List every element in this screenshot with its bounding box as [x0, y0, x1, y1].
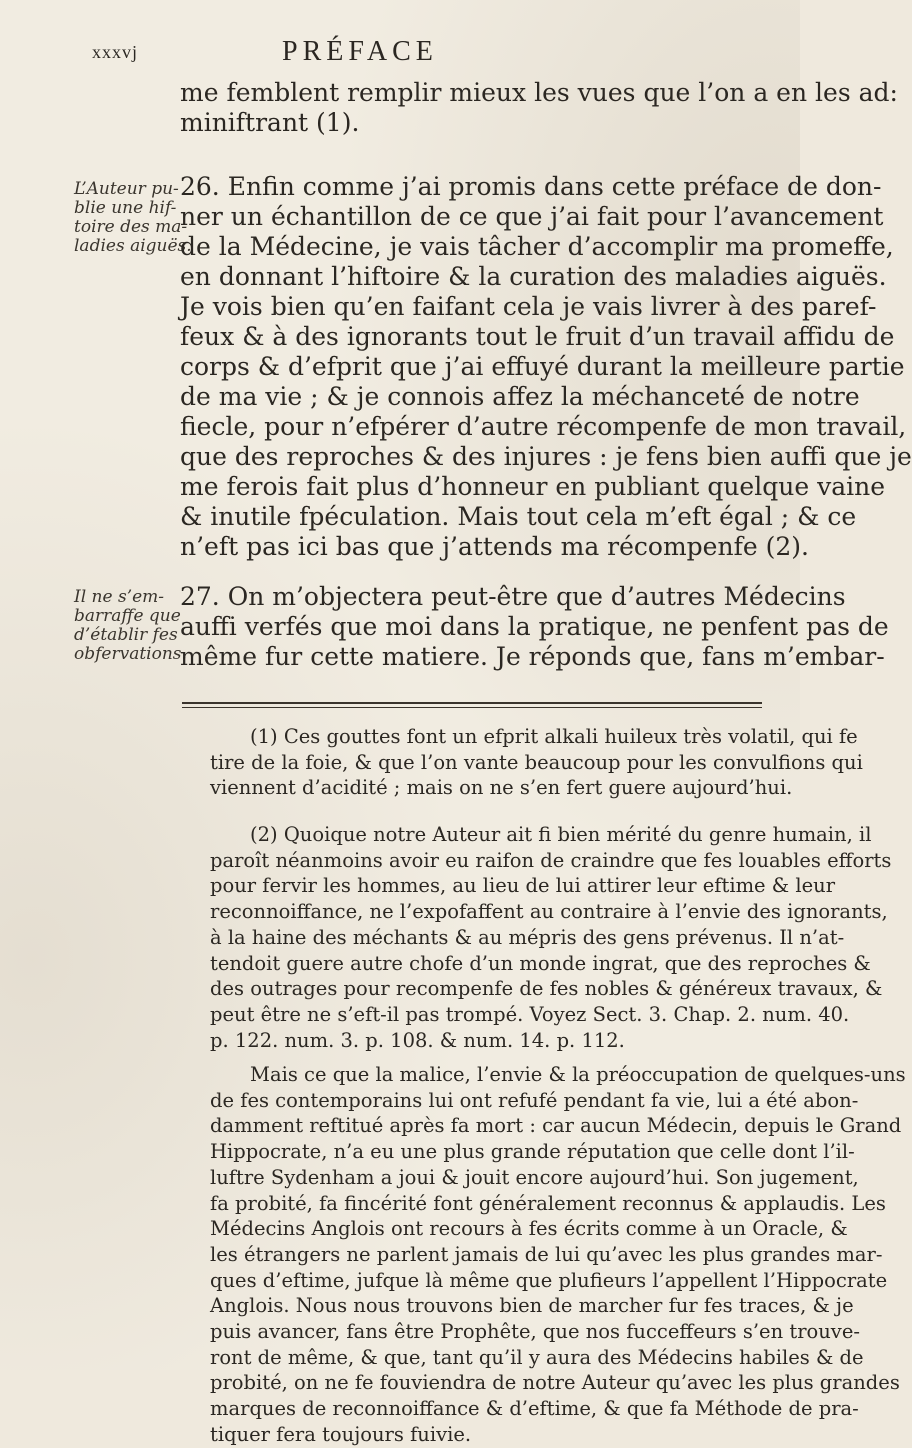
footnote-line: marques de reconnoiffance & d’eftime, & que fa Méthode de pra- — [210, 1397, 859, 1421]
paragraph-26 — [180, 172, 912, 562]
footnote-line: ques d’eftime, jufque là même que plufieurs l’appellent l’Hippocrate — [210, 1268, 888, 1292]
footnote-line: probité, on ne fe fouviendra de notre Auteur qu’avec les plus grandes — [210, 1371, 900, 1395]
running-title: PRÉFACE — [282, 36, 438, 67]
footnote-line: tire de la foie, & que l’on vante beaucoup pour les convulfions qui — [210, 750, 863, 774]
footnote-rule — [182, 702, 762, 704]
footnote-line: Hippocrate, n’a eu une plus grande réputation que celle dont l’il- — [210, 1140, 855, 1164]
text-line: miniftrant (1). — [180, 108, 360, 137]
footnote-line: paroît néanmoins avoir eu raifon de craindre que fes louables efforts — [210, 848, 892, 872]
footnote-line: tiquer fera toujours fuivie. — [210, 1422, 472, 1446]
footnote-line: Mais ce que la malice, l’envie & la préoccupation de quelques-uns — [250, 1063, 906, 1086]
footnote-line: peut être ne s’eft-il pas trompé. Voyez Sect. 3. Chap. 2. num. 40. — [210, 1002, 850, 1026]
margin-note-line: ladies aiguës. — [74, 236, 192, 256]
footnote-line: les étrangers ne parlent jamais de lui qu’avec les plus grandes mar- — [210, 1242, 883, 1266]
text-line: même fur cette matiere. Je réponds que, fans m’embar- — [180, 642, 885, 671]
margin-note-line: Il ne s’em- — [74, 587, 165, 607]
footnote-2-continued — [210, 1062, 906, 1448]
text-line: & inutile fpéculation. Mais tout cela m’eft égal ; & ce — [180, 502, 857, 531]
page-header — [92, 36, 652, 72]
text-line: fiecle, pour n’efpérer d’autre récompenfe de mon travail, — [180, 412, 907, 441]
text-line: auffi verfés que moi dans la pratique, ne penfent pas de — [180, 612, 889, 641]
text-line: de ma vie ; & je connois affez la méchanceté de notre — [180, 382, 860, 411]
text-line: n’eft pas ici bas que j’attends ma récompenfe (2). — [180, 532, 809, 561]
footnote-line: reconnoiffance, ne l’expofaffent au contraire à l’envie des ignorants, — [210, 900, 888, 924]
footnote-1 — [210, 724, 863, 801]
text-line: que des reproches & des injures : je fens bien auffi que je — [180, 442, 912, 471]
margin-note-line: L’Auteur pu- — [74, 179, 179, 199]
text-line: me ferois fait plus d’honneur en publiant quelque vaine — [180, 472, 885, 501]
text-line: ner un échantillon de ce que j’ai fait pour l’avancement — [180, 202, 884, 231]
text-line: me femblent remplir mieux les vues que l’on a en les ad: — [180, 78, 898, 107]
footnote-line: de fes contemporains lui ont refufé pendant fa vie, lui a été abon- — [210, 1088, 859, 1112]
text-line: 27. On m’objectera peut-être que d’autres Médecins — [180, 582, 846, 611]
footnote-line: p. 122. num. 3. p. 108. & num. 14. p. 112. — [210, 1028, 625, 1052]
footnote-line: des outrages pour recompenfe de fes nobles & généreux travaux, & — [210, 977, 883, 1001]
margin-note-26 — [74, 179, 192, 256]
footnote-line: puis avancer, fans être Prophête, que nos fucceffeurs s’en trouve- — [210, 1320, 860, 1344]
text-line: 26. Enfin comme j’ai promis dans cette préface de don- — [180, 172, 882, 201]
margin-note-line: blie une hif- — [74, 198, 177, 218]
text-line: Je vois bien qu’en faifant cela je vais livrer à des paref- — [180, 292, 877, 321]
text-line: de la Médecine, je vais tâcher d’accomplir ma promeffe, — [180, 232, 894, 261]
footnote-line: luftre Sydenham a joui & jouit encore aujourd’hui. Son jugement, — [210, 1165, 859, 1189]
footnote-line: (2) Quoique notre Auteur ait fi bien mérité du genre humain, il — [250, 823, 872, 846]
footnote-line: pour fervir les hommes, au lieu de lui attirer leur eftime & leur — [210, 874, 836, 898]
footnote-line: Anglois. Nous nous trouvons bien de marcher fur fes traces, & je — [210, 1294, 854, 1318]
margin-note-line: toire des ma- — [74, 217, 188, 237]
text-line: corps & d’efprit que j’ai effuyé durant la meilleure partie — [180, 352, 905, 381]
margin-note-line: obfervations. — [74, 644, 187, 664]
footnote-line: ront de même, & que, tant qu’il y aura des Médecins habiles & de — [210, 1345, 864, 1369]
footnote-line: fa probité, fa fincérité font généralement reconnus & applaudis. Les — [210, 1191, 886, 1215]
intro-lines — [180, 78, 898, 138]
footnote-line: à la haine des méchants & au mépris des gens prévenus. Il n’at- — [210, 925, 845, 949]
footnote-line: viennent d’acidité ; mais on ne s’en fert guere aujourd’hui. — [210, 776, 793, 800]
footnote-rule-thin — [182, 707, 762, 708]
footnote-line: tendoit guere autre chofe d’un monde ingrat, que des reproches & — [210, 951, 871, 975]
margin-note-line: d’établir fes — [74, 625, 178, 645]
text-line: en donnant l’hiftoire & la curation des maladies aiguës. — [180, 262, 887, 291]
footnote-line: Médecins Anglois ont recours à fes écrits comme à un Oracle, & — [210, 1217, 848, 1241]
paragraph-27 — [180, 582, 889, 672]
text-line: feux & à des ignorants tout le fruit d’un travail affidu de — [180, 322, 895, 351]
footnote-line: damment reftitué après fa mort : car aucun Médecin, depuis le Grand — [210, 1114, 902, 1138]
margin-note-line: barraffe que — [74, 606, 181, 626]
margin-note-27 — [74, 587, 187, 664]
page-number: xxxvj — [92, 42, 139, 62]
footnote-2 — [210, 822, 892, 1053]
footnote-line: (1) Ces gouttes font un efprit alkali huileux très volatil, qui fe — [250, 725, 858, 748]
